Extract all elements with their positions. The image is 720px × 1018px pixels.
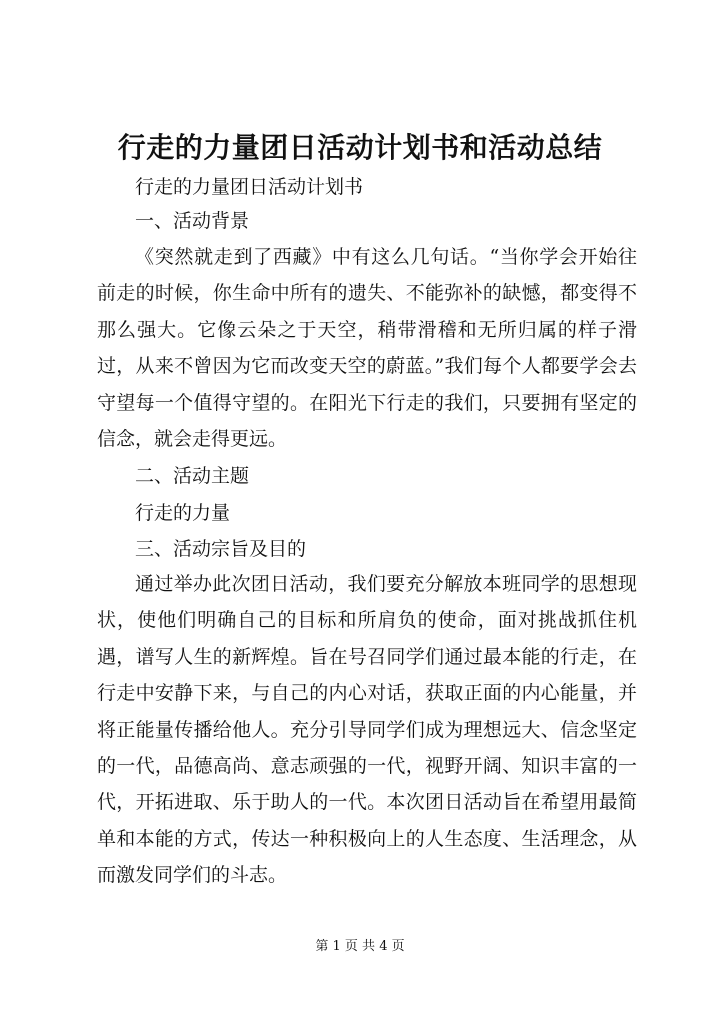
section-heading-purpose: 三、活动宗旨及目的	[135, 538, 307, 560]
page-indicator: 第 1 页 共 4 页	[315, 939, 405, 954]
section-paragraph-purpose: 通过举办此次团日活动，我们要充分解放本班同学的思想现状，使他们明确自己的目标和所肩负的使命，面对挑战抓住机遇，谱写人生的新辉煌。旨在号召同学们通过最本能的行走，在行走中安静下来，与自己的内心对话，获取正面的内心能量，并将正能量传播给他人。充分引导同学们成为理想远大、信念坚定的一代，品德高尚、意志顽强的一代，视野开阔、知识丰富的一代，开拓进取、乐于助人的一代。本次团日活动旨在希望用最简单和本能的方式，传达一种积极向上的人生态度、生活理念，从而激发同学们的斗志。	[97, 573, 637, 887]
document-subtitle: 行走的力量团日活动计划书	[135, 176, 364, 198]
section-content-theme: 行走的力量	[135, 502, 231, 524]
section-heading-background: 一、活动背景	[135, 210, 250, 232]
section-heading-theme: 二、活动主题	[135, 465, 250, 487]
document-title: 行走的力量团日活动计划书和活动总结	[117, 131, 603, 164]
section-paragraph-background: 《突然就走到了西藏》中有这么几句话。“当你学会开始往前走的时候，你生命中所有的遗失、不能弥补的缺憾，都变得不那么强大。它像云朵之于天空，稍带滑稽和无所归属的样子滑过，从来不曾因为它而改变天空的蔚蓝。”我们每个人都要学会去守望每一个值得守望的。在阳光下行走的我们，只要拥有坚定的信念，就会走得更远。	[97, 246, 637, 451]
